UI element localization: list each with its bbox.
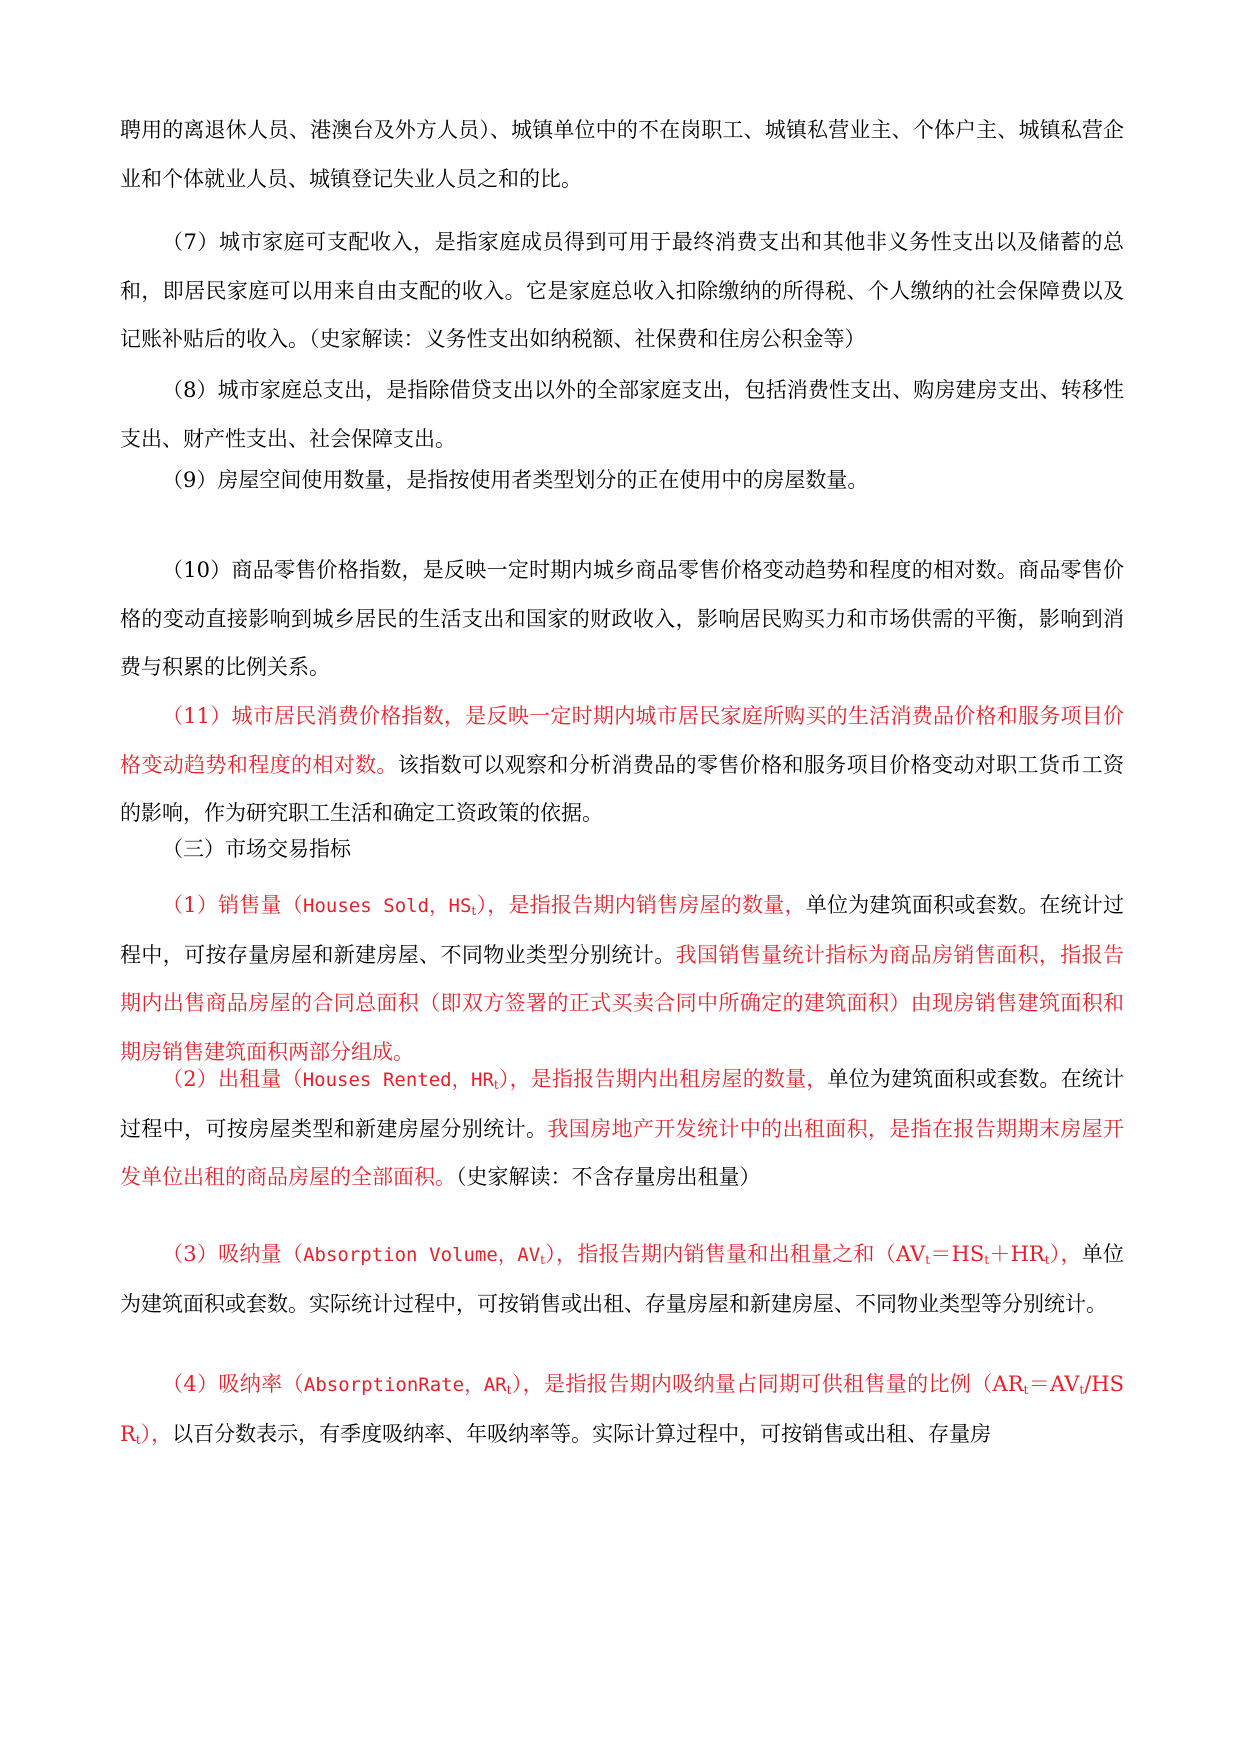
paragraph-text: 单位为建筑面积或套数。实际统计过程中，可按销售或出租、存量房屋和新建房屋、不同物业类型等分别统计。 <box>120 1242 1125 1316</box>
highlighted-text: 我国销售量统计指标为商品房销售面积，指报告期内出售商品房屋的合同总面积（即双方签署的正式买卖合同中所确定的建筑面积）由现房销售建筑面积和期房销售建筑面积两部分组成。 <box>120 942 1124 1064</box>
paragraph-text: 单位为建筑面积或套数。在统计过程中，可按存量房屋和新建房屋、不同物业类型分别统计。 <box>120 893 1125 967</box>
paragraph-housing-space-usage <box>120 456 1124 505</box>
latin-term: Houses Rented，HR <box>302 1069 494 1091</box>
paragraph-text: 该指数可以观察和分析消费品的零售价格和服务项目价格变动对职工货币工资的影响，作为研究职工生活和确定工资政策的依据。 <box>120 752 1125 825</box>
paragraph-retail-price-index <box>120 546 1124 692</box>
paragraph-text: 以百分数表示，有季度吸纳率、年吸纳率等。实际计算过程中，可按销售或出租、存量房 <box>172 1421 992 1446</box>
subscript: t <box>540 1253 545 1267</box>
subscript: t <box>1044 1253 1050 1267</box>
paragraph-disposable-income <box>120 218 1124 364</box>
paragraph-text: （7）城市家庭可支配收入，是指家庭成员得到可用于最终消费支出和其他非义务性支出以及储蓄的总和，即居民家庭可以用来自由支配的收入。它是家庭总收入扣除缴纳的所得税、个人缴纳的社会保障费以及记账补贴后的收入。（史家解读：义务性支出如纳税额、社保费和住房公积金等） <box>120 230 1124 351</box>
latin-term: Houses Sold，HS <box>303 895 472 917</box>
subscript: t <box>984 1253 990 1267</box>
paragraph-text: （9）房屋空间使用数量，是指按使用者类型划分的正在使用中的房屋数量。 <box>162 468 869 492</box>
highlighted-text: （4）吸纳率（ <box>162 1372 304 1396</box>
paragraph-houses-sold <box>120 881 1124 1076</box>
section-heading-market-trading <box>120 825 1124 874</box>
paragraph-houses-rented <box>120 1055 1124 1202</box>
subscript: t <box>135 1432 141 1447</box>
latin-term: AbsorptionRate，AR <box>303 1374 507 1396</box>
latin-term: Absorption Volume，AV <box>303 1244 541 1266</box>
subscript: t <box>471 904 477 918</box>
paragraph-text: （史家解读：不含存量房出租量） <box>456 1165 761 1189</box>
subscript: t <box>925 1253 931 1267</box>
highlighted-text: ＝HS <box>930 1242 985 1266</box>
paragraph-total-expenditure <box>120 366 1124 463</box>
highlighted-text: ），指报告期内销售量和出租量之和（AV <box>545 1242 926 1266</box>
paragraph-text: 聘用的离退休人员、港澳台及外方人员）、城镇单位中的不在岗职工、城镇私营业主、个体户主、城镇私营企业和个体就业人员、城镇登记失业人员之和的比。 <box>120 118 1124 191</box>
paragraph-consumer-price-index <box>120 692 1124 838</box>
highlighted-text: ），是指报告期内销售房屋的数量， <box>476 893 806 917</box>
paragraph-text: （8）城市家庭总支出，是指除借贷支出以外的全部家庭支出，包括消费性支出、购房建房支出、转移性支出、财产性支出、社会保障支出。 <box>120 378 1124 451</box>
paragraph-text: 单位为建筑面积或套数。在统计过程中，可按房屋类型和新建房屋分别统计。 <box>120 1067 1125 1141</box>
highlighted-text: ＋HR <box>989 1242 1045 1266</box>
subscript: t <box>506 1383 512 1397</box>
highlighted-text: ）， <box>140 1421 173 1446</box>
subscript: t <box>1079 1383 1085 1397</box>
highlighted-text: /HSR <box>120 1372 1124 1446</box>
paragraph-text: （10）商品零售价格指数，是反映一定时期内城乡商品零售价格变动趋势和程度的相对数。商品零售价格的变动直接影响到城乡居民的生活支出和国家的财政收入，影响居民购买力和市场供需的平衡，影响到消费与积累的比例关系。 <box>120 558 1124 679</box>
paragraph-employment-ratio <box>120 106 1124 203</box>
paragraph-absorption-rate <box>120 1360 1124 1458</box>
highlighted-text: （11）城市居民消费价格指数，是反映一定时期内城市居民家庭所购买的生活消费品价格和服务项目价格变动趋势和程度的相对数。 <box>120 704 1124 777</box>
highlighted-text: （3）吸纳量（ <box>162 1242 304 1266</box>
subscript: t <box>493 1078 499 1092</box>
highlighted-text: ＝AV <box>1028 1372 1080 1396</box>
highlighted-text: （2）出租量（ <box>162 1067 303 1091</box>
highlighted-text: ），是指报告期内吸纳量占同期可供租售量的比例（AR <box>511 1372 1024 1396</box>
highlighted-text: ），是指报告期内出租房屋的数量， <box>498 1067 828 1091</box>
section-heading-text: （三）市场交易指标 <box>162 837 351 861</box>
highlighted-text: 我国房地产开发统计中的出租面积，是指在报告期期末房屋开发单位出租的商品房屋的全部面积。 <box>120 1116 1124 1189</box>
subscript: t <box>1023 1383 1029 1397</box>
highlighted-text: （1）销售量（ <box>162 893 303 917</box>
highlighted-text: ）， <box>1049 1242 1082 1266</box>
paragraph-absorption-volume <box>120 1230 1124 1328</box>
